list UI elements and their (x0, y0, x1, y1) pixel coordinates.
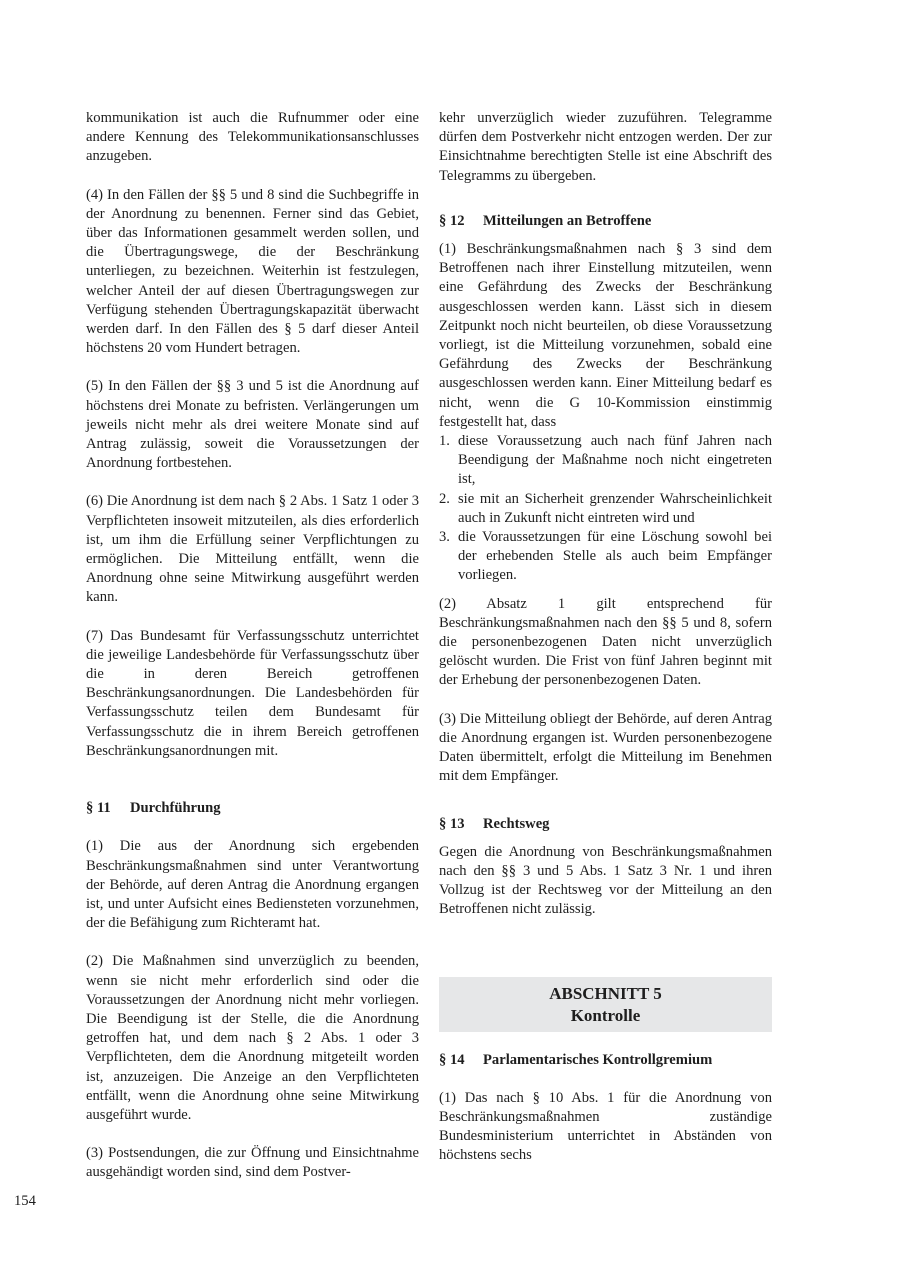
s12-conditions-list (439, 432, 772, 586)
paragraph-7: (7) Das Bundesamt für Verfassungsschutz unterrichtet die jeweilige Landesbehörde für Verfassungsschutz über die in deren Bereich getroffenen Beschränkungsanordnungen. Die Landesbehörden für Verfassungsschutz teilen dem Bundesamt für Verfassungsschutz die in ihrem Bereich getroffenen Beschränkungsanordnungen mit. (86, 627, 419, 759)
paragraph-continued: kommunikation ist auch die Rufnummer oder eine andere Kennung des Telekommunikationsanschlusses anzugeben. (86, 110, 419, 165)
section-title: Mitteilungen an Betroffene (483, 212, 652, 229)
s13-paragraph-1: Gegen die Anordnung von Beschränkungsmaßnahmen nach den §§ 3 und 5 Abs. 1 Satz 3 Nr. 1 und ihren Vollzug ist der Rechtsweg vor der Mitteilung an den Betroffenen nicht zulässig. (439, 843, 772, 918)
s12-paragraph-2: (2) Absatz 1 gilt entsprechend für Beschränkungsmaßnahmen nach den §§ 5 und 8, sofern die personenbezogenen Daten nicht unverzüglich gelöscht wurden. Die Frist von fünf Jahren beginnt mit der Erhebung der personenbezogenen Daten. (439, 595, 772, 689)
s12-paragraph-3: (3) Die Mitteilung obliegt der Behörde, auf deren Antrag die Anordnung ergangen ist. Wurden personenbezogene Daten übermittelt, erfolgt die Mitteilung im Benehmen mit dem Empfänger. (439, 710, 772, 785)
paragraph-5: (5) In den Fällen der §§ 3 und 5 ist die Anordnung auf höchstens drei Monate zu befristen. Verlängerungen um jeweils nicht mehr als drei weitere Monate sind auf Antrag zulässig, soweit die Voraussetzungen der Anordnung fortbestehen. (86, 378, 419, 472)
section-title: Durchführung (130, 800, 221, 817)
s14-paragraph-1: (1) Das nach § 10 Abs. 1 für die Anordnung von Beschränkungsmaßnahmen zuständige Bundesministerium unterrichtet in Abständen von höchstens sechs (439, 1089, 772, 1164)
section-13-heading (439, 815, 772, 834)
section-14-heading (439, 1051, 772, 1070)
section-title: Parlamentarisches Kontrollgremium (483, 1051, 713, 1068)
section-number: § 12 (439, 212, 465, 229)
list-item: 2. sie mit an Sicherheit grenzender Wahrscheinlichkeit auch in Zukunft nicht eintreten wird und (439, 490, 772, 526)
section-11-heading (86, 799, 419, 818)
section-12-heading (439, 212, 772, 231)
s11-paragraph-3-start: (3) Postsendungen, die zur Öffnung und Einsichtnahme ausgehändigt worden sind, sind dem Postver- (86, 1145, 419, 1181)
section-number: § 11 (86, 800, 111, 817)
right-column (439, 109, 772, 1166)
section-number: § 14 (439, 1051, 465, 1068)
section-number: § 13 (439, 815, 465, 832)
abschnitt-5-box (439, 977, 772, 1032)
list-item: 1. diese Voraussetzung auch nach fünf Jahren nach Beendigung der Maßnahme noch nicht eingetreten ist, (439, 433, 772, 488)
list-item: 3. die Voraussetzungen für eine Löschung sowohl bei der erhebenden Stelle als auch beim Empfänger vorliegen. (439, 529, 772, 584)
s11-paragraph-2: (2) Die Maßnahmen sind unverzüglich zu beenden, wenn sie nicht mehr erforderlich sind oder die Voraussetzungen der Anordnung nicht mehr vorliegen. Die Beendigung ist der Stelle, die die Anordnung getroffen hat, und dem nach § 2 Abs. 1 oder 3 Verpflichteten, dem die Anordnung mitgeteilt worden ist, anzuzeigen. Die Anzeige an den Verpflichteten entfällt, wenn die Anordnung ohne seine Mitwirkung ausgeführt wurde. (86, 953, 419, 1123)
s11-paragraph-1: (1) Die aus der Anordnung sich ergebenden Beschränkungsmaßnahmen sind unter Verantwortung der Behörde, auf deren Antrag die Anordnung ergangen ist, und unter Aufsicht eines Bediensteten vorzunehmen, der die Befähigung zum Richteramt hat. (86, 838, 419, 932)
page-number: 154 (14, 1193, 36, 1209)
paragraph-3-continued: kehr unverzüglich wieder zuzuführen. Telegramme dürfen dem Postverkehr nicht entzogen werden. Der zur Einsichtnahme berechtigten Stelle ist eine Abschrift des Telegramms zu übergeben. (439, 110, 772, 184)
paragraph-4: (4) In den Fällen der §§ 5 und 8 sind die Suchbegriffe in der Anordnung zu benennen. Ferner sind das Gebiet, über das Informationen gesammelt werden sollen, und die Übertragungswege, die der Beschränkung unterliegen, zu bezeichnen. Weiterhin ist festzulegen, welcher Anteil der auf diesen Übertragungswegen zur Verfügung stehenden Übertragungskapazität überwacht werden darf. In den Fällen des § 5 darf dieser Anteil höchstens 20 vom Hundert betragen. (86, 186, 419, 357)
section-title: Rechtsweg (483, 815, 550, 832)
paragraph-6: (6) Die Anordnung ist dem nach § 2 Abs. 1 Satz 1 oder 3 Verpflichteten insoweit mitzuteilen, als dies erforderlich ist, um ihm die Erfüllung seiner Verpflichtungen zu ermöglichen. Die Mitteilung entfällt, wenn die Anordnung ohne seine Mitwirkung ausgeführt werden kann. (86, 493, 419, 606)
abschnitt-title: Kontrolle (570, 1005, 641, 1025)
abschnitt-number: ABSCHNITT 5 (549, 983, 662, 1003)
s12-paragraph-1: (1) Beschränkungsmaßnahmen nach § 3 sind dem Betroffenen nach ihrer Einstellung mitzuteilen, wenn eine Gefährdung des Zwecks der Beschränkung ausgeschlossen werden kann. Lässt sich in diesem Zeitpunkt noch nicht beurteilen, ob diese Voraussetzung vorliegt, ist die Mitteilung vorzunehmen, sobald eine Gefährdung des Zwecks der Beschränkung ausgeschlossen werden kann. Einer Mitteilung bedarf es nicht, wenn die G 10-Kommission einstimmig festgestellt hat, dass (439, 241, 772, 430)
left-column (86, 109, 419, 1183)
